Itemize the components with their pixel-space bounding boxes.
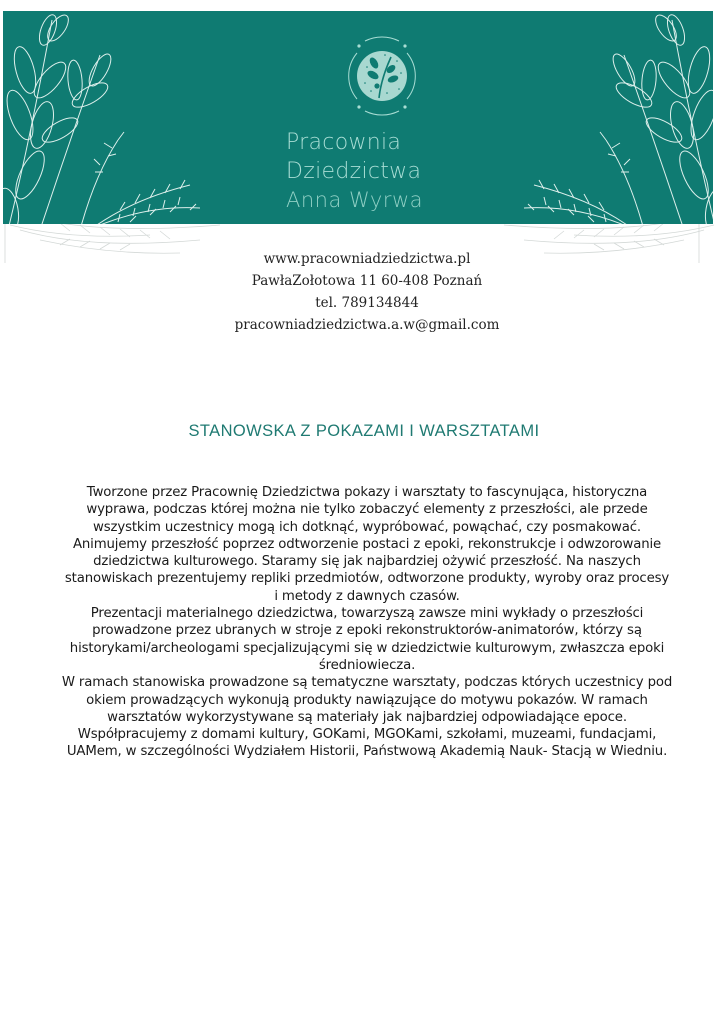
phone-text: tel. 789134844 — [315, 295, 419, 311]
contact-block — [0, 248, 724, 336]
body-line: Współpracujemy z domami kultury, GOKami, MGOKami, szkołami, muzeami, fundacjami, — [77, 727, 657, 743]
body-line: W ramach stanowiska prowadzone są tematyczne warsztaty, podczas których uczestnicy pod — [61, 675, 673, 691]
herb-illustration-right-icon — [494, 11, 713, 224]
body-line: średniowiecza. — [318, 657, 416, 673]
herb-illustration-left-icon — [3, 11, 230, 224]
brand-name — [286, 128, 423, 214]
body-line: i metody z dawnych czasów. — [274, 588, 460, 604]
logo-leaf-circle-icon — [337, 31, 427, 121]
header-banner — [3, 11, 713, 224]
body-line: Tworzone przez Pracownię Dziedzictwa pokazy i warsztaty to fascynująca, historyczna — [86, 485, 648, 500]
body-line: Prezentacji materialnego dziedzictwa, towarzyszą zawsze mini wykłady o przeszłości — [90, 606, 644, 622]
body-line: historykami/archeologami specjalizującymi się w dziedzictwie kulturowym, zwłaszcza epoki — [69, 640, 665, 656]
brand-line-1: Pracownia — [286, 130, 402, 155]
website-link[interactable]: www.pracowniadziedzictwa.pl — [263, 251, 471, 267]
email-link[interactable]: pracowniadziedzictwa.a.w@gmail.com — [234, 317, 500, 333]
section-body — [10, 484, 724, 761]
body-line: dziedzictwa kulturowego. Staramy się jak najbardziej ożywić przeszłość. Na naszych — [93, 554, 641, 570]
body-line: Animujemy przeszłość poprzez odtworzenie postaci z epoki, rekonstrukcje i odwzorowanie — [72, 536, 662, 552]
body-line: wszystkim uczestnicy mogą ich dotknąć, wypróbować, powąchać, czy posmakować. — [93, 519, 641, 535]
brand-line-2: Dziedzictwa — [286, 159, 422, 184]
body-line: warsztatów wykorzystywane są materiały jak najbardziej odpowiadające epoce. — [107, 709, 627, 725]
body-line: stanowiskach prezentujemy repliki przedmiotów, odtworzone produkty, wyroby oraz procesy — [64, 571, 670, 587]
body-line: prowadzone przez ubranych w stroje z epoki rekonstruktorów-animatorów, którzy są — [92, 623, 642, 639]
section-title: STANOWSKA Z POKAZAMI I WARSZTATAMI — [188, 422, 540, 440]
body-line: okiem prowadzących wykonują produkty nawiązujące do motywu pokazów. W ramach — [86, 692, 648, 708]
brand-owner-name: Anna Wyrwa — [286, 188, 424, 212]
address-text: PawłaZołotowa 11 60-408 Poznań — [251, 273, 483, 289]
body-line: wyprawa, podczas której można nie tylko zobaczyć elementy z przeszłości, ale przede — [86, 502, 648, 518]
body-line: UAMem, w szczególności Wydziałem Historii, Państwową Akademią Nauk- Stacją w Wiedniu. — [66, 744, 668, 760]
